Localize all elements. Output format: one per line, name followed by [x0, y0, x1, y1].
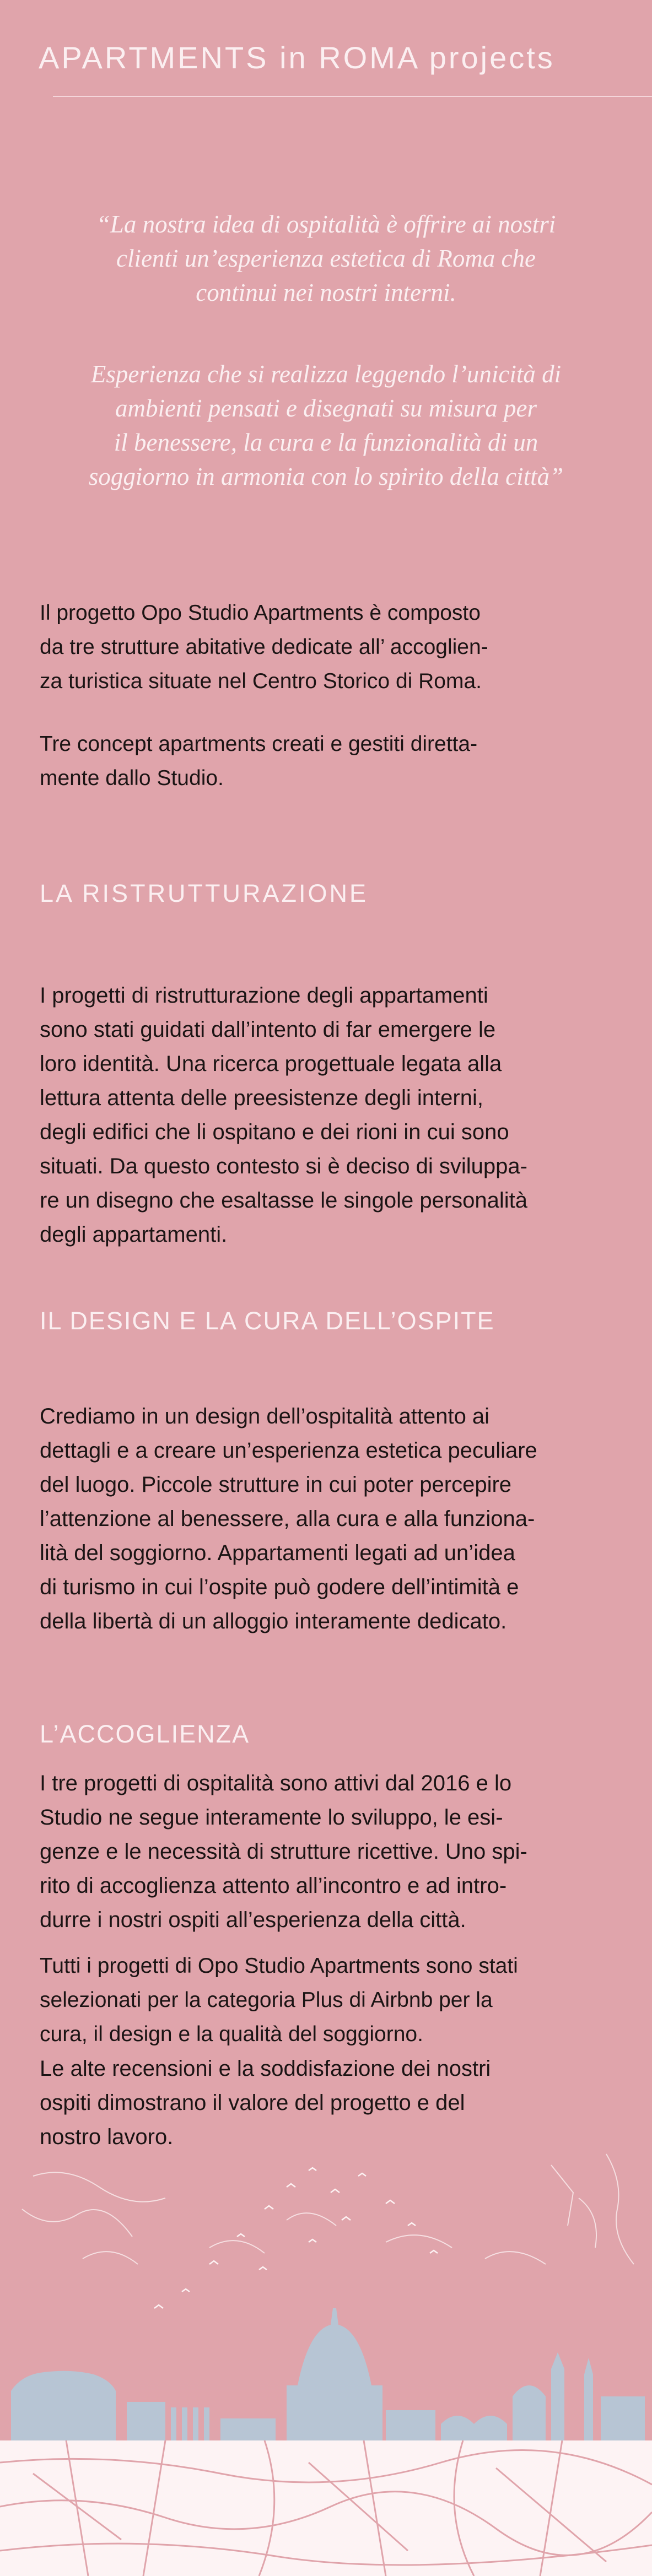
airbnb-plus-paragraph — [40, 1949, 611, 2052]
section-heading-design: IL DESIGN E LA CURA DELL’OSPITE — [40, 1307, 495, 1335]
page-title: APARTMENTS in ROMA projects — [39, 40, 555, 75]
paragraph-line: I tre progetti di ospitalità sono attivi dal 2016 e lo — [40, 1771, 512, 1795]
paragraph-line: nostro lavoro. — [40, 2125, 174, 2149]
paragraph-line: loro identità. Una ricerca progettuale legata alla — [40, 1052, 502, 1076]
paragraph-line: durre i nostri ospiti all’esperienza della città. — [40, 1908, 466, 1932]
side-building — [386, 2410, 435, 2440]
intro-line: za turistica situate nel Centro Storico di Roma. — [40, 669, 482, 693]
quote-paragraph-1 — [22, 207, 630, 310]
paragraph-line: degli appartamenti. — [40, 1222, 228, 1247]
map-streets-top — [22, 2154, 634, 2264]
intro-paragraph — [40, 596, 611, 699]
columns — [171, 2407, 209, 2440]
paragraph-line: della libertà di un alloggio interamente dedicato. — [40, 1609, 507, 1633]
skyline-buildings — [11, 2308, 645, 2440]
paragraph-line: genze e le necessità di strutture ricettive. Uno spi- — [40, 1839, 527, 1864]
paragraph-line: I progetti di ristrutturazione degli appartamenti — [40, 983, 488, 1008]
paragraph-line: Tutti i progetti di Opo Studio Apartments sono stati — [40, 1954, 518, 1978]
monument — [601, 2396, 645, 2440]
intro-line: mente dallo Studio. — [40, 766, 224, 790]
church-dome — [513, 2385, 546, 2440]
colosseum — [11, 2371, 116, 2440]
ristrutturazione-paragraph — [40, 978, 611, 1252]
quote-line: soggiorno in armonia con lo spirito della città” — [88, 463, 564, 490]
intro-concept-paragraph — [40, 727, 611, 795]
intro-line: Tre concept apartments creati e gestiti diretta- — [40, 732, 478, 756]
rome-skyline-illustration — [0, 2132, 652, 2576]
intro-line: da tre strutture abitative dedicate all’ accoglien- — [40, 635, 488, 659]
quote-line: clienti un’esperienza estetica di Roma che — [116, 245, 536, 272]
quote-line: continui nei nostri interni. — [196, 279, 456, 306]
paragraph-line: di turismo in cui l’ospite può godere dell’intimità e — [40, 1575, 519, 1599]
paragraph-line: rito di accoglienza attento all’incontro e ad intro- — [40, 1874, 507, 1898]
obelisk — [584, 2358, 593, 2440]
st-peters-dome — [287, 2308, 382, 2440]
accoglienza-paragraph — [40, 1766, 611, 1937]
intro-line: Il progetto Opo Studio Apartments è composto — [40, 601, 481, 625]
paragraph-line: situati. Da questo contesto si è deciso di sviluppa- — [40, 1154, 527, 1178]
paragraph-line: ospiti dimostrano il valore del progetto e del — [40, 2091, 465, 2115]
arch — [127, 2402, 165, 2440]
paragraph-line: cura, il design e la qualità del soggiorno. — [40, 2022, 423, 2046]
header-divider — [53, 96, 652, 97]
paragraph-line: Crediamo in un design dell’ospitalità attento ai — [40, 1404, 490, 1428]
quote-line: ambienti pensati e disegnati su misura per — [115, 394, 537, 422]
basilica — [220, 2418, 276, 2440]
paragraph-line: Studio ne segue interamente lo sviluppo, le esi- — [40, 1805, 503, 1830]
section-heading-accoglienza: L’ACCOGLIENZA — [40, 1720, 250, 1748]
bell-tower — [551, 2352, 564, 2440]
paragraph-line: dettagli e a creare un’esperienza estetica peculiare — [40, 1438, 537, 1463]
paragraph-line: degli edifici che li ospitano e dei rioni in cui sono — [40, 1120, 509, 1144]
paragraph-line: re un disegno che esaltasse le singole personalità — [40, 1188, 528, 1213]
paragraph-line: lettura attenta delle preesistenze degli interni, — [40, 1086, 483, 1110]
quote-line: “La nostra idea di ospitalità è offrire ai nostri — [96, 210, 556, 238]
paragraph-line: del luogo. Piccole strutture in cui poter percepire — [40, 1473, 512, 1497]
paragraph-line: lità del soggiorno. Appartamenti legati ad un’idea — [40, 1541, 515, 1565]
design-paragraph — [40, 1399, 611, 1638]
quote-paragraph-2 — [22, 357, 630, 494]
paragraph-line: sono stati guidati dall’intento di far emergere le — [40, 1018, 496, 1042]
paragraph-line: l’attenzione al benessere, alla cura e alla funziona- — [40, 1507, 535, 1531]
paragraph-line: selezionati per la categoria Plus di Airbnb per la — [40, 1988, 493, 2012]
bridge — [441, 2416, 507, 2440]
quote-line: Esperienza che si realizza leggendo l’unicità di — [90, 360, 562, 388]
section-heading-ristrutturazione: LA RISTRUTTURAZIONE — [40, 879, 369, 907]
quote-line: il benessere, la cura e la funzionalità di un — [114, 429, 538, 456]
paragraph-line: Le alte recensioni e la soddisfazione dei nostri — [40, 2057, 491, 2081]
